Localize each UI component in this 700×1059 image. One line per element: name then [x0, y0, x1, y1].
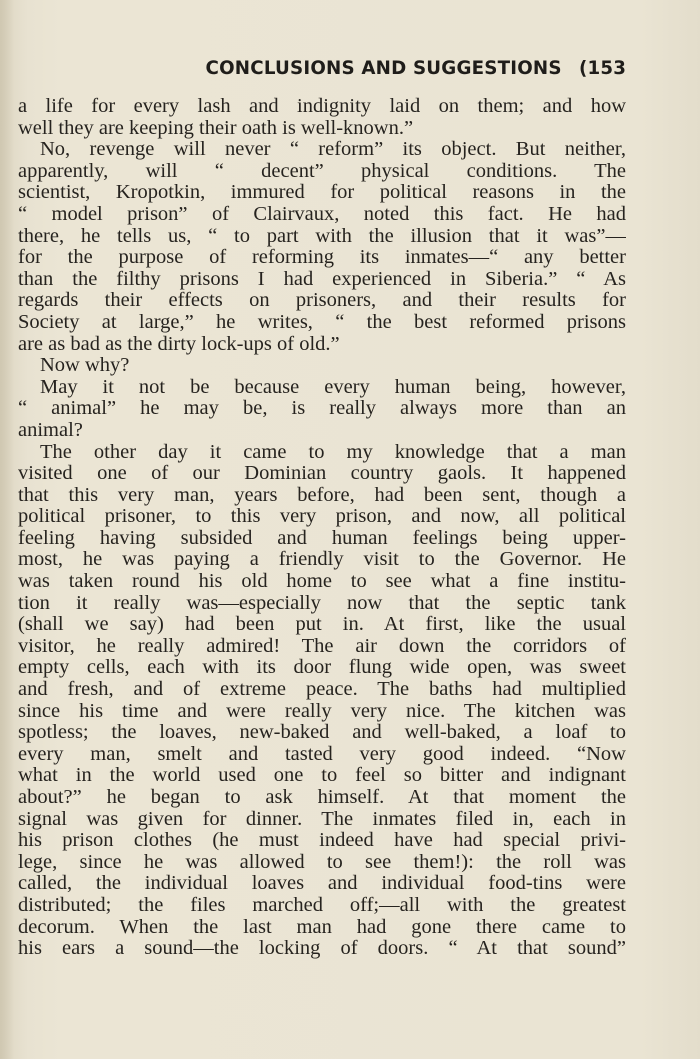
text-line: well they are keeping their oath is well-known.” — [18, 117, 414, 139]
text-line: regards their effects on prisoners, and their results for — [18, 290, 626, 312]
text-line: visited one of our Dominian country gaols. It happened — [18, 463, 626, 485]
text-line: there, he tells us, “ to part with the illusion that it was”— — [18, 225, 626, 247]
text-line: distributed; the files marched off;—all with the greatest — [18, 894, 626, 916]
gutter-shadow — [0, 0, 14, 1059]
text-line: and fresh, and of extreme peace. The baths had multiplied — [18, 679, 626, 701]
text-line: since his time and were really very nice. The kitchen was — [18, 700, 626, 722]
text-line: “ model prison” of Clairvaux, noted this fact. He had — [18, 203, 626, 225]
running-title: CONCLUSIONS AND SUGGESTIONS — [205, 57, 562, 79]
text-line: “ animal” he may be, is really always more than an — [18, 398, 626, 420]
text-line: lege, since he was allowed to see them!): the roll was — [18, 851, 626, 873]
text-line: for the purpose of reforming its inmates—“ any better — [18, 247, 626, 269]
text-line: political prisoner, to this very prison, and now, all political — [18, 506, 626, 528]
text-line: spotless; the loaves, new-baked and well-baked, a loaf to — [18, 722, 626, 744]
text-line: a life for every lash and indignity laid on them; and how — [18, 96, 626, 117]
text-line: his prison clothes (he must indeed have had special privi- — [18, 830, 626, 852]
text-line: signal was given for dinner. The inmates filed in, each in — [18, 808, 626, 830]
text-line: apparently, will “ decent” physical conditions. The — [18, 160, 626, 182]
text-line: empty cells, each with its door flung wide open, was sweet — [18, 657, 626, 679]
text-line: May it not be because every human being, however, — [40, 376, 626, 398]
text-line: Now why? — [40, 355, 130, 377]
text-line: are as bad as the dirty lock-ups of old.” — [18, 333, 340, 355]
text-line: (shall we say) had been put in. At first, like the usual — [18, 614, 626, 636]
text-line: visitor, he really admired! The air down the corridors of — [18, 635, 626, 657]
text-line: about?” he began to ask himself. At that moment the — [18, 787, 626, 808]
text-line: called, the individual loaves and individual food-tins were — [18, 873, 626, 895]
text-line: than the filthy prisons I had experienced in Siberia.” “ As — [18, 268, 626, 290]
text-line: was taken round his old home to see what a fine institu- — [18, 571, 626, 593]
text-line: his ears a sound—the locking of doors. “ At that sound” — [18, 938, 626, 960]
text-line: scientist, Kropotkin, immured for political reasons in the — [18, 182, 626, 204]
text-line: that this very man, years before, had been sent, though a — [18, 484, 626, 506]
text-line: every man, smelt and tasted very good indeed. “Now — [18, 743, 626, 765]
page-number: (153 — [578, 57, 626, 79]
body-text — [18, 96, 626, 960]
text-line: feeling having subsided and human feelings being upper- — [18, 527, 626, 549]
running-header — [205, 57, 626, 79]
text-line: No, revenge will never “ reform” its object. But neither, — [40, 139, 626, 161]
text-line: Society at large,” he writes, “ the best reformed prisons — [18, 311, 626, 333]
text-line: tion it really was—especially now that the septic tank — [18, 592, 626, 614]
text-line: what in the world used one to feel so bitter and indignant — [18, 765, 626, 787]
text-line: decorum. When the last man had gone there came to — [18, 916, 626, 938]
text-line: animal? — [18, 419, 83, 441]
text-line: most, he was paying a friendly visit to the Governor. He — [18, 549, 626, 571]
text-line: The other day it came to my knowledge that a man — [40, 441, 626, 463]
